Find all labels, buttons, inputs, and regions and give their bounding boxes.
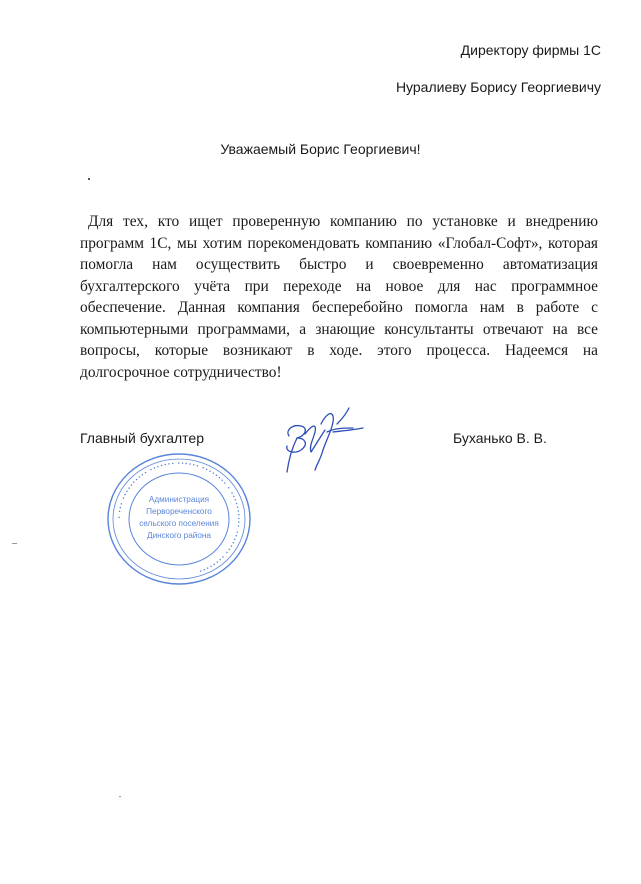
official-stamp xyxy=(106,452,252,586)
stray-dot xyxy=(88,178,90,180)
stamp-line-2: Первореченского xyxy=(146,507,212,516)
stray-mark xyxy=(119,796,121,797)
signer-role: Главный бухгалтер xyxy=(80,430,204,446)
salutation: Уважаемый Борис Георгиевич! xyxy=(220,141,421,157)
stamp-line-3: сельского поселения xyxy=(139,519,219,528)
addressee-line-1: Директору фирмы 1С xyxy=(460,42,601,58)
handwritten-signature xyxy=(275,402,370,484)
stamp-ring-lettering: • ••• •••••••••• ••••••• •••••• •••••••• • •••••••••• ••••••• •••••••• xyxy=(116,460,242,574)
addressee-line-2: Нуралиеву Борису Георгиевичу xyxy=(395,79,601,95)
letter-body: Для тех, кто ищет проверенную компанию по установке и внедрению программ 1С, мы хотим порекомендовать компанию «Глобал-Софт», которая помогла нам осуществить быстро и своевременно автоматизация бухгалтерского учёта при переходе на новое для нас программное обеспечение. Данная компания бесперебойно помогла нам в работе с компьютерными программами, а знающие консультанты отвечают на все вопросы, которые возникают в ходе. этого процесса. Надеемся на долгосрочное сотрудничество! xyxy=(80,213,598,381)
stamp-line-4: Динского района xyxy=(147,531,211,540)
signer-name: Буханько В. В. xyxy=(453,430,547,446)
stamp-line-1: Администрация xyxy=(148,495,210,504)
stray-mark xyxy=(12,543,17,544)
